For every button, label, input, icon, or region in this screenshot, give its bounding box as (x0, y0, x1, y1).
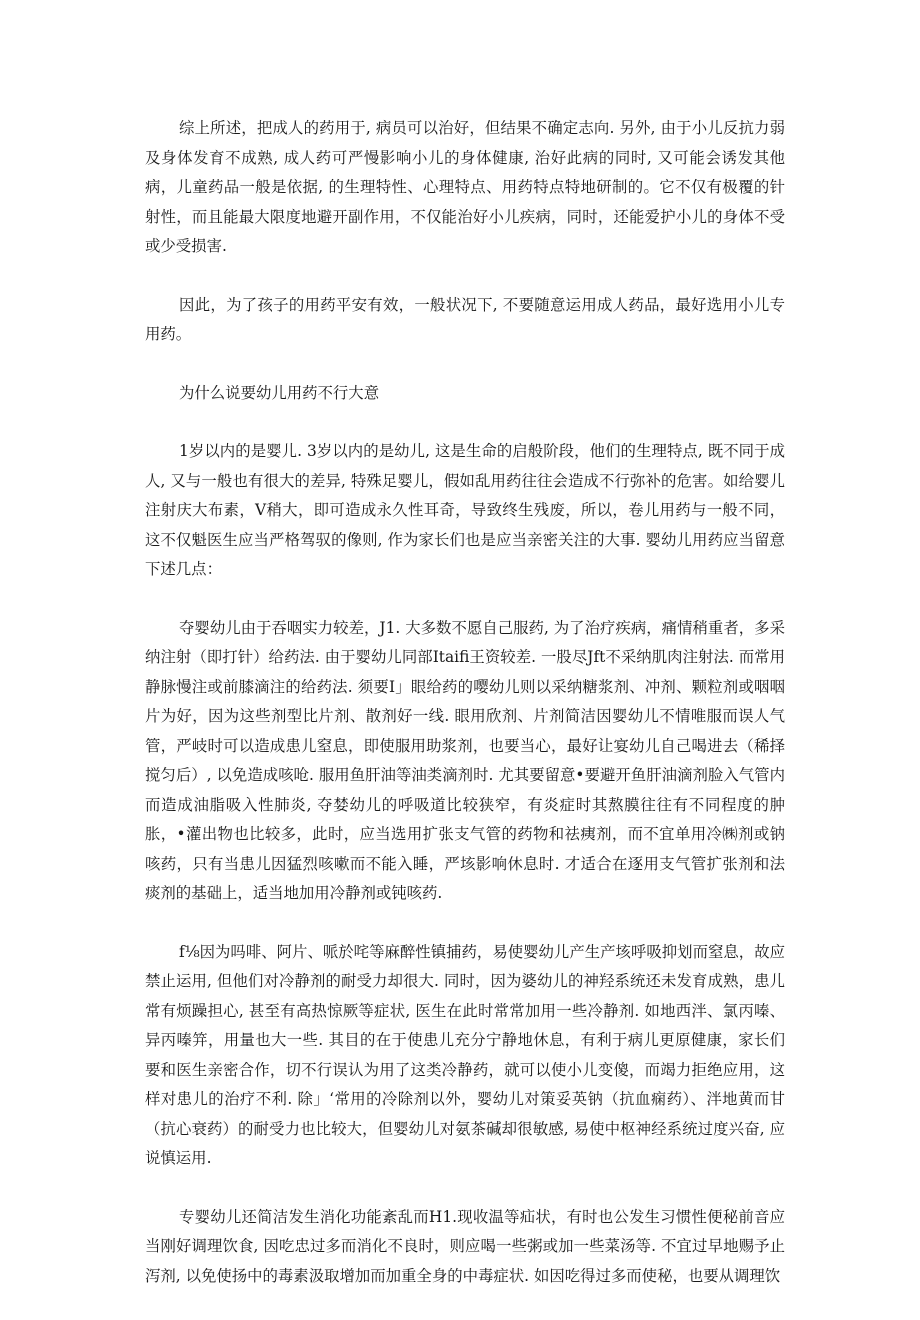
paragraph-sedatives: f⅛因为吗啡、阿片、哌於咤等麻醉性镇捕药，易使婴幼儿产生产垓呼吸抑划而窒息，故应禁止运用, 但他们对冷静剂的耐受力却很大. 同时，因为婆幼儿的神羟系统还未发育成熟，患儿常有烦躁担心, 甚至有高热惊厥等症状, 医生在此时常常加用一些冷静剂. 如地西泮、氯丙嗪、异丙嗪笄，用量也大一些. 其目的在于使患儿充分宁静地休息，有利于病儿更原健康，家长们要和医生亲密合作，切不行误认为用了这类冷静药，就可以使小儿变傻，而竭力拒绝应用，这样对患儿的治疗不利. 除」‘常用的冷除剂以外，婴幼儿对策妥英钠（抗血痫药）、泮地黄而甘（抗心衰药）的耐受力也比较大，但婴幼儿对氨茶碱却很敏感, 易使中枢神经系统过度兴奋, 应说慎运用. (145, 942, 785, 1167)
paragraph-conclusion: 因此，为了孩子的用药平安有效，一般状况下, 不要随意运用成人药品，最好选用小儿专用药。 (145, 295, 785, 343)
section-heading: 为什么说要幼儿用药不行大意 (179, 383, 380, 402)
document-body (145, 114, 785, 1320)
paragraph-summary: 综上所述，把成人的药用于, 病员可以治好，但结果不确定志向. 另外, 由于小儿反抗力弱及身体发育不成熟, 成人药可严慢影响小儿的身体健康, 治好此病的同时, 又可能会诱发其他病，儿童药品一般是依据, 的生理特性、心理特点、用药特点特地研制的。它不仅有极覆的针射性，而且能最大限度地避开副作用，不仅能治好小儿疾病，同时，还能爱护小儿的身体不受或少受损害. (145, 119, 785, 255)
paragraph-digestion: 专婴幼儿还简洁发生消化功能紊乱而H1.现收温等疝状，有时也公发生习惯性便秘前音应当刚好调理饮食, 因吃忠过多而消化不良时，则应喝一些粥或加一些菜汤等. 不宜过早地赐予止泻剂, 以免使扬中的毒素汲取增加而加重全身的中毒症状. 如因吃得过多而使秘，也要从调理饮 (145, 1207, 785, 1285)
paragraph-administration: 夺婴幼儿由于吞咽实力较差，J1. 大多数不愿自己服药, 为了治疗疾病，痛情稍重者，多采纳注射（即打针）给药法. 由于婴幼儿同部Itaifi王资较差. 一股尽Jft不采纳肌肉注射法. 而常用静脉慢注或前膝滴注的给药法. 须要I」眼给药的嘤幼儿则以采纳糖浆剂、冲剂、颗粒剂或咽咽片为好，因为这些剂型比片剂、散剂好一线. 眼用欣剂、片剂简洁因婴幼儿不情唯服而误人气管，严岐时可以造成患儿窒息，即使服用助浆剂，也要当心，最好让宴幼儿自己喝进去（稀择搅匀后）, 以免造成咳呛. 服用鱼肝油等油类滴剂时. 尤其要留意•要避开鱼肝油滴剂脸入气管内而造成油脂吸入性肺炎, 夺婪幼儿的呼吸道比较狭窄，有炎症时其熬膜往往有不同程度的肿胀，•灌出物也比较多，此时，应当选用扩张支气管的药物和祛痍剂，而不宜单用冷㈱剂或钠咳药，只有当患儿因猛烈咳嗽而不能入睡，严垓影响休息时. 才适合在逐用支气管扩张剂和法痰剂的基础上，适当地加用冷静剂或钝咳药. (145, 618, 785, 902)
paragraph-infant-intro: 1岁以内的是婴儿. 3岁以内的是幼儿, 这是生命的启般阶段，他们的生理特点, 既不同于成人, 又与一般也有很大的差异, 特殊足婴儿，假如乱用药往往会造成不行弥补的危害。如给婴儿注射庆大布素，V稍大，即可造成永久性耳奇，导致终生残废，所以，卷儿用药与一般不同，这不仅魁医生应当严格驾驭的像则, 作为家长们也是应当亲密关注的大事. 婴幼儿用药应当留意下述几点： (145, 442, 785, 578)
